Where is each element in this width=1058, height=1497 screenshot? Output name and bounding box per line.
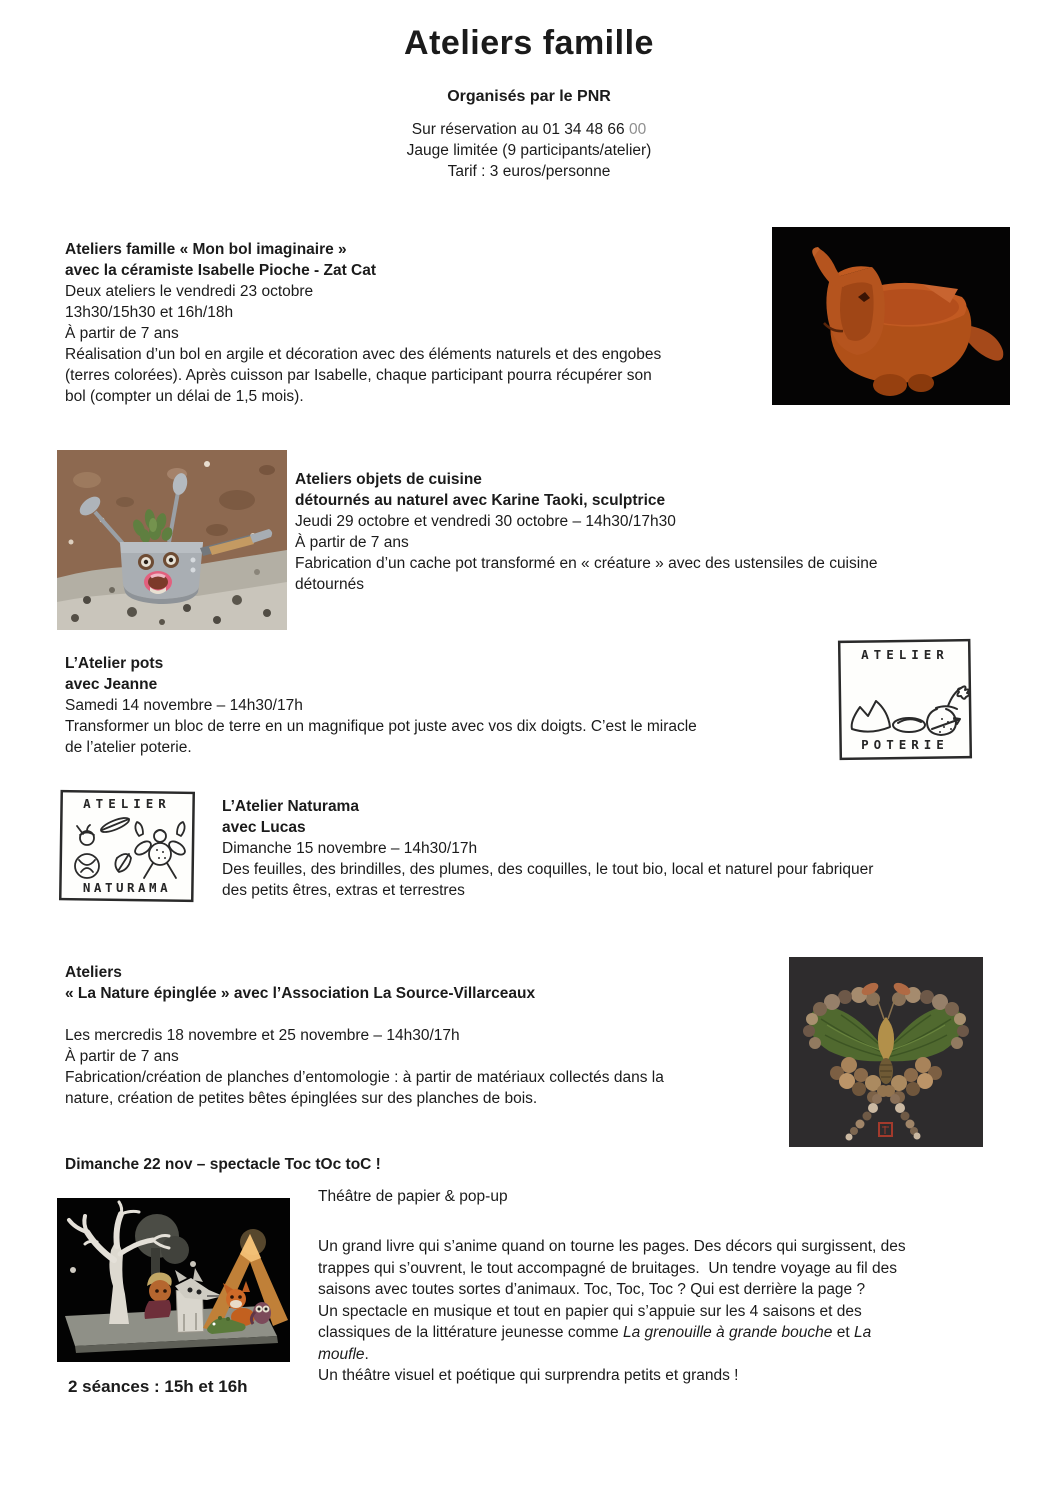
book-title-italic: La — [853, 1324, 872, 1341]
poterie-sketch-bottom-label: POTERIE — [861, 737, 949, 752]
nature-body-line: nature, création de petites bêtes épinglées sur des planches de bois. — [65, 1090, 538, 1107]
reservation-line — [0, 119, 1058, 140]
nature-heading-line: « La Nature épinglée » avec l’Association La Source-Villarceaux — [65, 985, 536, 1002]
header-info-block — [0, 119, 1058, 182]
price-line: Tarif : 3 euros/personne — [447, 163, 611, 180]
cuisine-heading-line: détournés au naturel avec Karine Taoki, sculptrice — [295, 492, 666, 509]
saucepan-creature-photo — [57, 450, 287, 630]
bol-body-line: Réalisation d’un bol en argile et décoration avec des éléments naturels et des engobes — [65, 346, 662, 363]
book-title-italic: moufle — [318, 1345, 365, 1363]
book-title-italic: La grenouille à grande bouche — [622, 1324, 833, 1341]
pots-body-line: Transformer un bloc de terre en un magnifique pot juste avec vos dix doigts. C’est le miracle — [65, 718, 697, 735]
nature-body-line: Les mercredis 18 novembre et 25 novembre – 14h30/17h — [65, 1027, 460, 1044]
naturama-sketch-bottom-label: NATURAMA — [82, 880, 172, 895]
spectacle-paragraph — [318, 1236, 906, 1387]
spectacle-para-line: Un grand livre qui s’anime quand on tourne les pages. Des décors qui surgissent, des — [318, 1238, 906, 1255]
pots-heading-line: L’Atelier pots — [65, 655, 164, 672]
clay-elephant-bowl-photo — [772, 227, 1010, 405]
section-bol-text — [65, 239, 661, 407]
bol-body-line: À partir de 7 ans — [65, 325, 179, 342]
butterfly-collage-image — [789, 957, 983, 1147]
cuisine-body-line: détournés — [295, 576, 364, 593]
bol-heading-line: Ateliers famille « Mon bol imaginaire » — [65, 241, 347, 258]
naturama-body-line: des petits êtres, extras et terrestres — [222, 882, 465, 899]
nature-body-line: Fabrication/création de planches d’entomologie : à partir de matériaux collectés dans la — [65, 1069, 664, 1086]
atelier-naturama-sketch — [57, 788, 197, 905]
pots-body-line: Samedi 14 novembre – 14h30/17h — [65, 697, 303, 714]
poterie-sketch-top-label: ATELIER — [861, 647, 949, 662]
section-cuisine-text — [295, 469, 877, 595]
pots-body-line: de l’atelier poterie. — [65, 739, 192, 756]
bol-heading-line: avec la céramiste Isabelle Pioche - Zat Cat — [65, 262, 377, 279]
paper-theatre-image — [57, 1198, 290, 1362]
capacity-line: Jauge limitée (9 participants/atelier) — [406, 142, 652, 159]
pots-heading-line: avec Jeanne — [65, 676, 158, 693]
naturama-heading-line: avec Lucas — [222, 819, 306, 836]
atelier-poterie-sketch — [836, 637, 974, 763]
spacer-line — [65, 1004, 664, 1025]
paper-theatre-photo — [57, 1198, 290, 1362]
section-nature-text — [65, 962, 664, 1109]
naturama-sketch-top-label: ATELIER — [83, 796, 171, 811]
nature-heading-line: Ateliers — [65, 964, 122, 981]
naturama-heading-line: L’Atelier Naturama — [222, 798, 359, 815]
spectacle-para-line: Un théâtre visuel et poétique qui surprendra petits et grands ! — [318, 1367, 739, 1384]
spectacle-para-line-italic: moufle. — [318, 1345, 369, 1363]
phone-suffix: 00 — [628, 121, 647, 138]
spectacle-heading: Dimanche 22 nov – spectacle Toc tOc toC ! — [65, 1156, 381, 1173]
cuisine-body-line: Jeudi 29 octobre et vendredi 30 octobre – 14h30/17h30 — [295, 513, 676, 530]
bol-body-line: Deux ateliers le vendredi 23 octobre — [65, 283, 314, 300]
reservation-text: Sur réservation au 01 34 48 66 — [411, 121, 629, 138]
nature-body-line: À partir de 7 ans — [65, 1048, 179, 1065]
bol-body-line: (terres colorées). Après cuisson par Isabelle, chaque participant pourra récupérer son — [65, 367, 652, 384]
section-naturama-text — [222, 796, 873, 901]
naturama-body-line: Dimanche 15 novembre – 14h30/17h — [222, 840, 478, 857]
cuisine-heading-line: Ateliers objets de cuisine — [295, 471, 482, 488]
page-subtitle: Organisés par le PNR — [447, 88, 611, 105]
butterfly-nature-collage-photo — [789, 957, 983, 1147]
spectacle-para-line: Un spectacle en musique et tout en papier qui s’appuie sur les 4 saisons et des — [318, 1302, 862, 1320]
cuisine-body-line: À partir de 7 ans — [295, 534, 409, 551]
clay-elephant-bowl-image — [772, 227, 1010, 405]
spectacle-para-line-italic: classiques de la littérature jeunesse comme La grenouille à grande bouche et La — [318, 1324, 872, 1341]
bol-body-line: bol (compter un délai de 1,5 mois). — [65, 388, 304, 405]
naturama-body-line: Des feuilles, des brindilles, des plumes, des coquilles, le tout bio, local et naturel pour fabriquer — [222, 861, 874, 878]
cuisine-body-line: Fabrication d’un cache pot transformé en « créature » avec des ustensiles de cuisine — [295, 555, 878, 572]
bol-body-line: 13h30/15h30 et 16h/18h — [65, 304, 234, 321]
seances-caption: 2 séances : 15h et 16h — [68, 1377, 248, 1396]
page-title: Ateliers famille — [404, 24, 654, 62]
spectacle-para-line: trappes qui s’ouvrent, le tout accompagné de bruitages. Un tendre voyage au fil des — [318, 1259, 898, 1277]
spectacle-para-line: saisons avec toutes sortes d’animaux. Toc, Toc, Toc ? Qui est derrière la page ? — [318, 1281, 866, 1298]
saucepan-creature-image — [57, 450, 287, 630]
section-pots-text — [65, 653, 697, 758]
spectacle-subheading: Théâtre de papier & pop-up — [318, 1188, 508, 1205]
